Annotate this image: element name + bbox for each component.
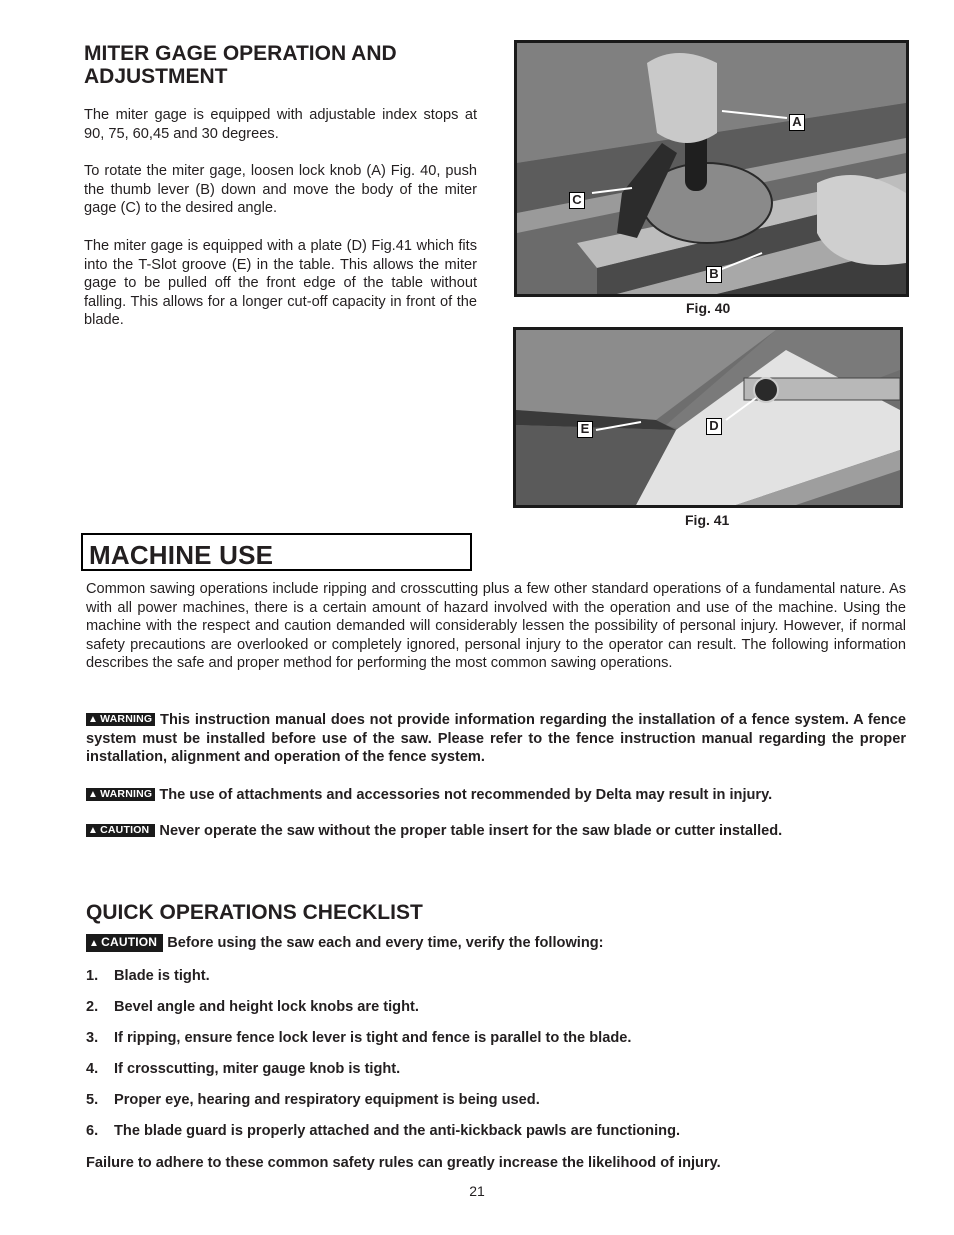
figure-40-photo — [514, 40, 909, 297]
checklist-heading: QUICK OPERATIONS CHECKLIST — [86, 901, 423, 924]
miter-paragraph-1: The miter gage is equipped with adjustable index stops at 90, 75, 60,45 and 30 degrees. — [84, 107, 477, 142]
notice-insert-caution — [86, 822, 906, 841]
notice-text: Never operate the saw without the proper table insert for the saw blade or cutter installed. — [159, 823, 783, 839]
caution-badge: ▲ CAUTION — [86, 824, 155, 837]
machine-use-intro: Common sawing operations include ripping and crosscutting plus a few other standard operations of a fundamental nature. As with all power machines, there is a certain amount of hazard involved with the operation and use of the machine. Using the machine with the respect and caution demanded will considerably lessen the possibility of personal injury. However, if normal safety precautions are overlooked or completely ignored, personal injury to the operator can result. The following information describes the safe and proper method for performing the most common sawing operations. — [86, 581, 906, 672]
warning-triangle-icon: ▲ — [88, 825, 99, 836]
checklist-item: 6. The blade guard is properly attached and the anti-kickback pawls are functioning. — [86, 1123, 681, 1139]
warning-triangle-icon: ▲ — [89, 938, 100, 949]
warning-badge: ▲ WARNING — [86, 713, 155, 726]
fig40-callout-c: C — [569, 192, 585, 209]
fig40-caption: Fig. 40 — [686, 300, 731, 316]
checklist-intro-line — [86, 934, 604, 952]
page-number: 21 — [469, 1183, 485, 1199]
machine-use-banner — [81, 533, 472, 571]
miter-paragraph-3: The miter gage is equipped with a plate (D) Fig.41 which fits into the T-Slot groove (E) in the table. This allows the miter gage to be pulled off the front edge of the table without falling. This allows for a longer cut-off capacity in front of the blade. — [84, 238, 477, 329]
miter-paragraph-2: To rotate the miter gage, loosen lock knob (A) Fig. 40, push the thumb lever (B) down and move the body of the miter gage (C) to the desired angle. — [84, 163, 477, 217]
warning-triangle-icon: ▲ — [88, 789, 99, 800]
notice-text: The use of attachments and accessories not recommended by Delta may result in injury. — [159, 787, 773, 803]
miter-heading: MITER GAGE OPERATION AND ADJUSTMENT — [84, 42, 397, 88]
checklist-footer: Failure to adhere to these common safety rules can greatly increase the likelihood of injury. — [86, 1155, 721, 1171]
warning-badge: ▲ WARNING — [86, 788, 155, 801]
checklist-intro: Before using the saw each and every time, verify the following: — [167, 935, 604, 951]
fig40-callout-b: B — [706, 266, 722, 283]
notice-text: This instruction manual does not provide information regarding the installation of a fence system. A fence system must be installed before use of the saw. Please refer to the fence instruction manual regarding the proper installation, alignment and operation of the fence system. — [86, 712, 907, 766]
caution-badge: ▲ CAUTION — [86, 934, 163, 952]
fig41-callout-d: D — [706, 418, 722, 435]
fig41-callout-e: E — [577, 421, 593, 438]
notice-attachments-warning — [86, 786, 906, 805]
checklist-item: 4. If crosscutting, miter gauge knob is tight. — [86, 1061, 401, 1077]
checklist-item: 5. Proper eye, hearing and respiratory equipment is being used. — [86, 1092, 540, 1108]
checklist-item: 3. If ripping, ensure fence lock lever is tight and fence is parallel to the blade. — [86, 1030, 632, 1046]
machine-use-title: MACHINE USE — [89, 540, 274, 570]
checklist-item: 1. Blade is tight. — [86, 968, 210, 984]
notice-fence-warning — [86, 711, 906, 767]
warning-triangle-icon: ▲ — [88, 714, 99, 725]
checklist-item: 2. Bevel angle and height lock knobs are tight. — [86, 999, 419, 1015]
fig40-callout-a: A — [789, 114, 805, 131]
fig41-caption: Fig. 41 — [685, 512, 730, 528]
